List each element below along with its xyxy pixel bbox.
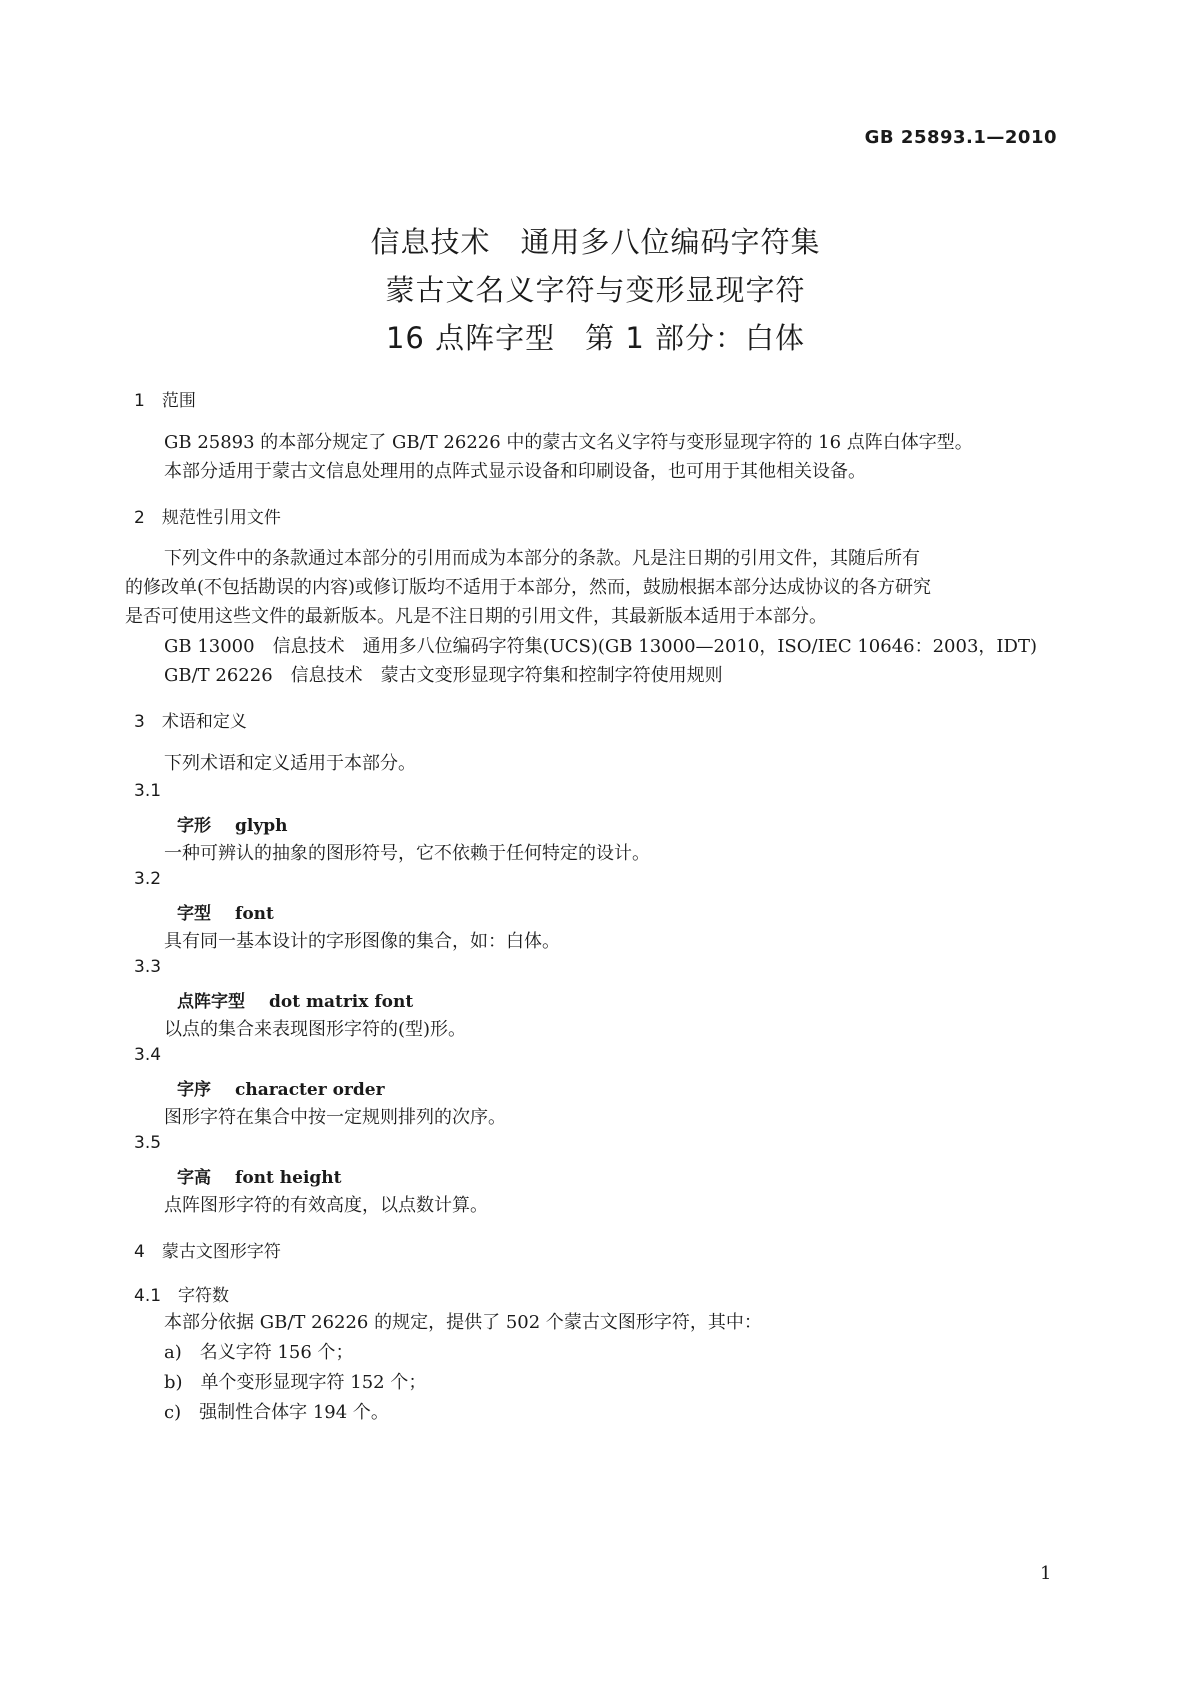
term-entry <box>177 987 413 1012</box>
clause-number: 3.3 <box>134 957 162 977</box>
section-4-paragraph: 本部分依据 GB/T 26226 的规定，提供了 502 个蒙古文图形字符，其中： <box>164 1312 762 1333</box>
term-chinese: 字型 <box>177 904 211 924</box>
term-definition: 一种可辨认的抽象的图形符号，它不依赖于任何特定的设计。 <box>164 843 650 864</box>
term-entry <box>177 899 274 924</box>
term-chinese: 字形 <box>177 816 211 836</box>
page-number: 1 <box>1040 1563 1052 1584</box>
term-definition: 以点的集合来表现图形字符的(型)形。 <box>164 1019 467 1040</box>
list-item: b) 单个变形显现字符 152 个； <box>164 1372 427 1393</box>
term-definition: 点阵图形字符的有效高度，以点数计算。 <box>164 1195 488 1216</box>
document-title <box>0 218 1191 362</box>
section-3-heading: 3 术语和定义 <box>134 712 247 732</box>
section-1-heading: 1 范围 <box>134 391 196 411</box>
term-english: character order <box>235 1080 385 1100</box>
normative-reference-1: GB 13000 信息技术 通用多八位编码字符集(UCS)(GB 13000—2010，ISO/IEC 10646：2003，IDT) <box>164 636 1037 657</box>
term-english: font height <box>235 1168 342 1188</box>
subsection-4-1-heading: 4.1 字符数 <box>134 1286 230 1306</box>
term-chinese: 点阵字型 <box>177 992 245 1012</box>
section-2-heading: 2 规范性引用文件 <box>134 508 281 528</box>
title-line-2: 蒙古文名义字符与变形显现字符 <box>385 273 806 307</box>
term-english: glyph <box>235 816 288 836</box>
term-english: dot matrix font <box>269 992 414 1012</box>
term-definition: 图形字符在集合中按一定规则排列的次序。 <box>164 1107 506 1128</box>
term-definition: 具有同一基本设计的字形图像的集合，如：白体。 <box>164 931 560 952</box>
section-1-paragraph-1: GB 25893 的本部分规定了 GB/T 26226 中的蒙古文名义字符与变形显现字符的 16 点阵白体字型。 <box>164 432 973 453</box>
section-4-heading: 4 蒙古文图形字符 <box>134 1242 281 1262</box>
section-2-paragraph-line-1: 下列文件中的条款通过本部分的引用而成为本部分的条款。凡是注日期的引用文件，其随后所有 <box>164 548 920 569</box>
section-1-paragraph-2: 本部分适用于蒙古文信息处理用的点阵式显示设备和印刷设备，也可用于其他相关设备。 <box>164 461 866 482</box>
term-entry <box>177 1075 385 1100</box>
section-3-intro: 下列术语和定义适用于本部分。 <box>164 753 416 774</box>
standard-number: GB 25893.1—2010 <box>864 127 1057 148</box>
clause-number: 3.4 <box>134 1045 162 1065</box>
term-chinese: 字高 <box>177 1168 211 1188</box>
term-chinese: 字序 <box>177 1080 211 1100</box>
normative-reference-2: GB/T 26226 信息技术 蒙古文变形显现字符集和控制字符使用规则 <box>164 665 723 686</box>
term-entry <box>177 811 287 836</box>
title-line-1: 信息技术 通用多八位编码字符集 <box>370 225 821 259</box>
section-2-paragraph-line-2: 的修改单(不包括勘误的内容)或修订版均不适用于本部分，然而，鼓励根据本部分达成协议的各方研究 <box>125 577 932 598</box>
term-english: font <box>235 904 274 924</box>
clause-number: 3.1 <box>134 781 162 801</box>
list-item: a) 名义字符 156 个； <box>164 1342 354 1363</box>
term-entry <box>177 1163 342 1188</box>
clause-number: 3.5 <box>134 1133 162 1153</box>
clause-number: 3.2 <box>134 869 162 889</box>
title-line-3: 16 点阵字型 第 1 部分：白体 <box>385 321 805 355</box>
list-item: c) 强制性合体字 194 个。 <box>164 1402 389 1423</box>
section-2-paragraph-line-3: 是否可使用这些文件的最新版本。凡是不注日期的引用文件，其最新版本适用于本部分。 <box>125 606 827 627</box>
